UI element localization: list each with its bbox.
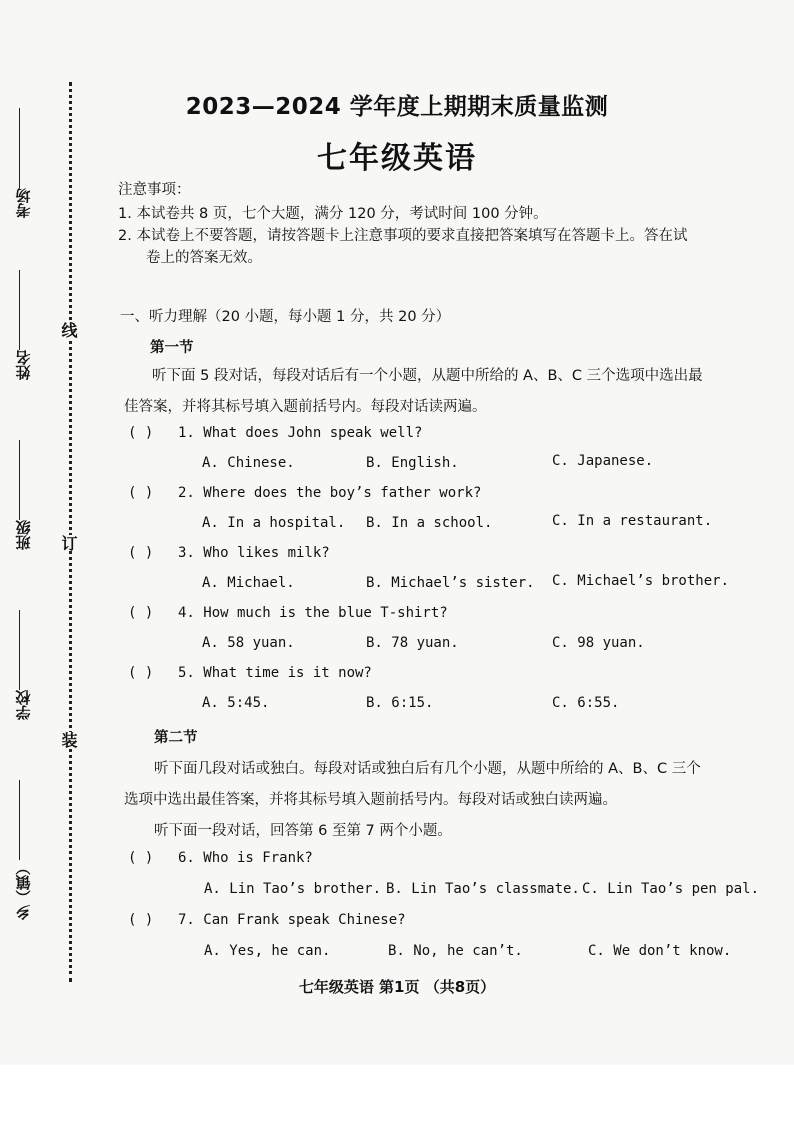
option-c: C. 98 yuan. xyxy=(552,635,645,651)
option-c: C. We don’t know. xyxy=(588,943,732,959)
option-b: B. English. xyxy=(366,455,459,471)
option-b: B. In a school. xyxy=(366,515,493,531)
field-label: 考场 xyxy=(14,188,33,218)
section-2-heading: 第二节 xyxy=(154,730,198,746)
notes-heading: 注意事项： xyxy=(118,182,191,198)
fill-line xyxy=(20,440,21,520)
answer-paren: ( ) xyxy=(128,850,154,866)
section-2-sub-instruction: 听下面一段对话，回答第 6 至第 7 两个小题。 xyxy=(154,823,452,839)
question-stem: 7. Can Frank speak Chinese? xyxy=(178,912,406,928)
question-stem: 1. What does John speak well? xyxy=(178,425,423,441)
section-2-instruction-cont: 选项中选出最佳答案，并将其标号填入题前括号内。每段对话或独白读两遍。 xyxy=(124,792,617,808)
field-label: 姓名 xyxy=(14,350,33,380)
section-1-instruction: 听下面 5 段对话，每段对话后有一个小题，从题中所给的 A、B、C 三个选项中选出最 xyxy=(152,368,703,384)
notes-item-1: 1. 本试卷共 8 页，七个大题，满分 120 分，考试时间 100 分钟。 xyxy=(118,206,548,222)
option-a: A. Lin Tao’s brother. xyxy=(204,881,382,897)
option-b: B. No, he can’t. xyxy=(388,943,523,959)
option-b: B. Michael’s sister. xyxy=(366,575,535,591)
answer-paren: ( ) xyxy=(128,605,154,621)
field-school xyxy=(8,610,38,720)
page-footer: 七年级英语 第1页 （共8页） xyxy=(298,978,496,996)
option-b: B. 6:15. xyxy=(366,695,434,711)
option-a: A. Chinese. xyxy=(202,455,295,471)
option-c: C. In a restaurant. xyxy=(552,513,713,529)
binding-char-line: 线 xyxy=(59,322,78,338)
answer-paren: ( ) xyxy=(128,485,154,501)
exam-title: 2023—2024 学年度上期期末质量监测 xyxy=(185,94,609,120)
option-a: A. 58 yuan. xyxy=(202,635,295,651)
option-b: B. 78 yuan. xyxy=(366,635,459,651)
field-township xyxy=(8,770,38,920)
binding-char-bind: 装 xyxy=(59,732,78,748)
field-class xyxy=(8,440,38,550)
fill-line xyxy=(20,270,21,350)
binding-dotted-line xyxy=(69,82,72,982)
field-label: 学校 xyxy=(14,690,33,720)
part-title: 一、听力理解（20 小题，每小题 1 分，共 20 分） xyxy=(120,309,451,325)
option-c: C. 6:55. xyxy=(552,695,620,711)
option-c: C. Lin Tao’s pen pal. xyxy=(582,881,760,897)
fill-line xyxy=(20,780,21,860)
option-a: A. Michael. xyxy=(202,575,295,591)
section-1-heading: 第一节 xyxy=(150,340,194,356)
section-1-instruction-cont: 佳答案，并将其标号填入题前括号内。每段对话读两遍。 xyxy=(124,399,487,415)
option-a: A. 5:45. xyxy=(202,695,270,711)
field-name xyxy=(8,270,38,380)
fill-line xyxy=(20,610,21,690)
notes-item-2-cont: 卷上的答案无效。 xyxy=(146,250,262,266)
option-c: C. Michael’s brother. xyxy=(552,573,730,589)
answer-paren: ( ) xyxy=(128,425,154,441)
field-label: 班级 xyxy=(14,520,33,550)
answer-paren: ( ) xyxy=(128,665,154,681)
option-b: B. Lin Tao’s classmate. xyxy=(386,881,580,897)
question-stem: 2. Where does the boy’s father work? xyxy=(178,485,482,501)
binding-char-staple: 订 xyxy=(59,535,78,551)
notes-item-2: 2. 本试卷上不要答题，请按答题卡上注意事项的要求直接把答案填写在答题卡上。答在试 xyxy=(118,228,688,244)
option-a: A. In a hospital. xyxy=(202,515,346,531)
answer-paren: ( ) xyxy=(128,545,154,561)
question-stem: 5. What time is it now? xyxy=(178,665,372,681)
option-c: C. Japanese. xyxy=(552,453,654,469)
question-stem: 6. Who is Frank? xyxy=(178,850,313,866)
option-a: A. Yes, he can. xyxy=(204,943,331,959)
answer-paren: ( ) xyxy=(128,912,154,928)
question-stem: 4. How much is the blue T-shirt? xyxy=(178,605,448,621)
field-label: 乡（镇） xyxy=(14,860,33,920)
question-stem: 3. Who likes milk? xyxy=(178,545,330,561)
section-2-instruction: 听下面几段对话或独白。每段对话或独白后有几个小题，从题中所给的 A、B、C 三个 xyxy=(154,761,701,777)
exam-subject: 七年级英语 xyxy=(317,141,477,176)
